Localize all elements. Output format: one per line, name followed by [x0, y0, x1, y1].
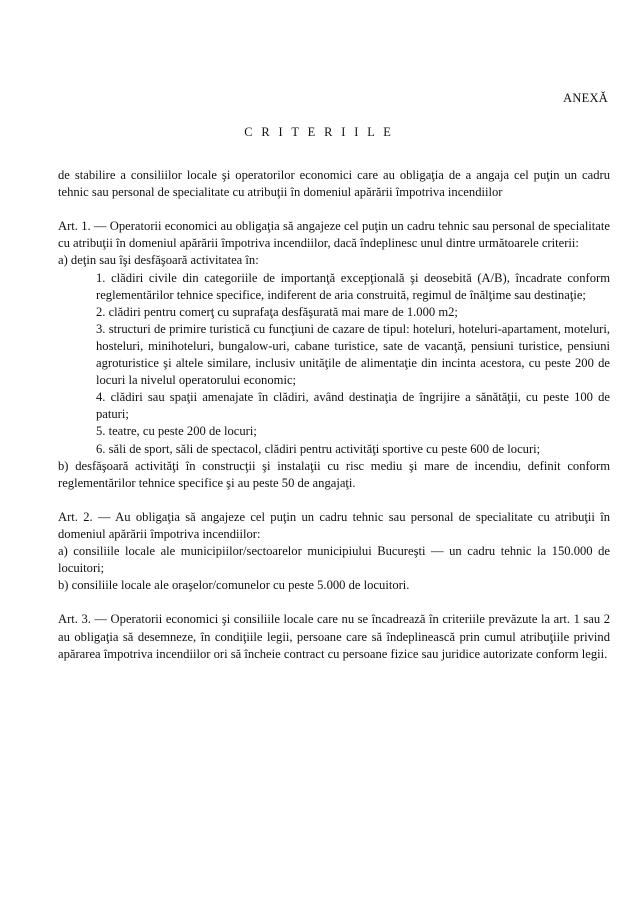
- document-title: C R I T E R I I L E: [244, 125, 394, 139]
- art1-a-item-5: 5. teatre, cu peste 200 de locuri;: [96, 424, 257, 439]
- art2-paragraph: Art. 2. — Au obligaţia să angajeze cel puţin un cadru tehnic sau personal de specialitate cu atribuţii în domeniul apărării împotriva incendiilor:: [58, 509, 610, 541]
- art1-a-item-1: 1. clădiri civile din categoriile de importanţă excepţională şi deosebită (A/B), încadrate conform reglementărilor tehnice specifice, indiferent de aria construită, regimul de înălţime sau destinaţie;: [96, 270, 610, 302]
- annex-label: ANEXĂ: [563, 91, 608, 105]
- art1-item-a: a) deţin sau îşi desfăşoară activitatea în:: [58, 253, 259, 268]
- art2-item-b: b) consiliile locale ale oraşelor/comunelor cu peste 5.000 de locuitori.: [58, 578, 410, 593]
- art1-a-item-4: 4. clădiri sau spaţii amenajate în clădiri, având destinaţia de îngrijire a sănătăţii, cu peste 100 de paturi;: [96, 390, 610, 422]
- document-body: [58, 167, 610, 663]
- art1-a-item-6: 6. săli de sport, săli de spectacol, clădiri pentru activităţi sportive cu peste 600 de locuri;: [96, 441, 541, 456]
- paragraph-gap: [58, 492, 610, 509]
- art2-item-a: a) consiliile locale ale municipiilor/sectoarelor municipiului Bucureşti — un cadru tehnic la 150.000 de locuitori;: [58, 544, 610, 576]
- art1-item-b: b) desfăşoară activităţi în construcţii şi instalaţii cu risc mediu şi mare de incendiu, definit conform reglementărilor tehnice specifice şi au peste 50 de angajaţi.: [58, 458, 610, 490]
- art1-paragraph: Art. 1. — Operatorii economici au obligaţia să angajeze cel puţin un cadru tehnic sau personal de specialitate cu atribuţii în domeniul apărării împotriva incendiilor, dacă îndeplinesc unul dintre următoarele criterii:: [58, 219, 610, 251]
- intro-paragraph: de stabilire a consiliilor locale şi operatorilor economici care au obligaţia de a angaja cel puţin un cadru tehnic sau personal de specialitate cu atribuţii în domeniul apărării împotriva incendiilor: [58, 168, 610, 200]
- art1-a-item-3: 3. structuri de primire turistică cu funcţiuni de cazare de tipul: hoteluri, hoteluri-apartament, moteluri, hosteluri, minihoteluri, bungalow-uri, cabane turistice, sate de vacanţă, pensiuni turistice, pensiuni agroturistice şi altele similare, inclusiv unităţile de alimentaţie din incinta acestora, cu peste 200 de locuri la nivelul operatorului economic;: [96, 321, 610, 388]
- paragraph-gap: [58, 594, 610, 611]
- art3-paragraph: Art. 3. — Operatorii economici şi consiliile locale care nu se încadrează în criteriile prevăzute la art. 1 sau 2 au obligaţia să desemneze, în condiţiile legii, persoane care să îndeplinească prin cumul atribuţiile privind apărarea împotriva incendiilor ori să încheie contract cu persoane fizice sau juridice autorizate conform legii.: [58, 612, 610, 661]
- paragraph-gap: [58, 201, 610, 218]
- art1-a-item-2: 2. clădiri pentru comerţ cu suprafaţa desfăşurată mai mare de 1.000 m2;: [96, 304, 458, 319]
